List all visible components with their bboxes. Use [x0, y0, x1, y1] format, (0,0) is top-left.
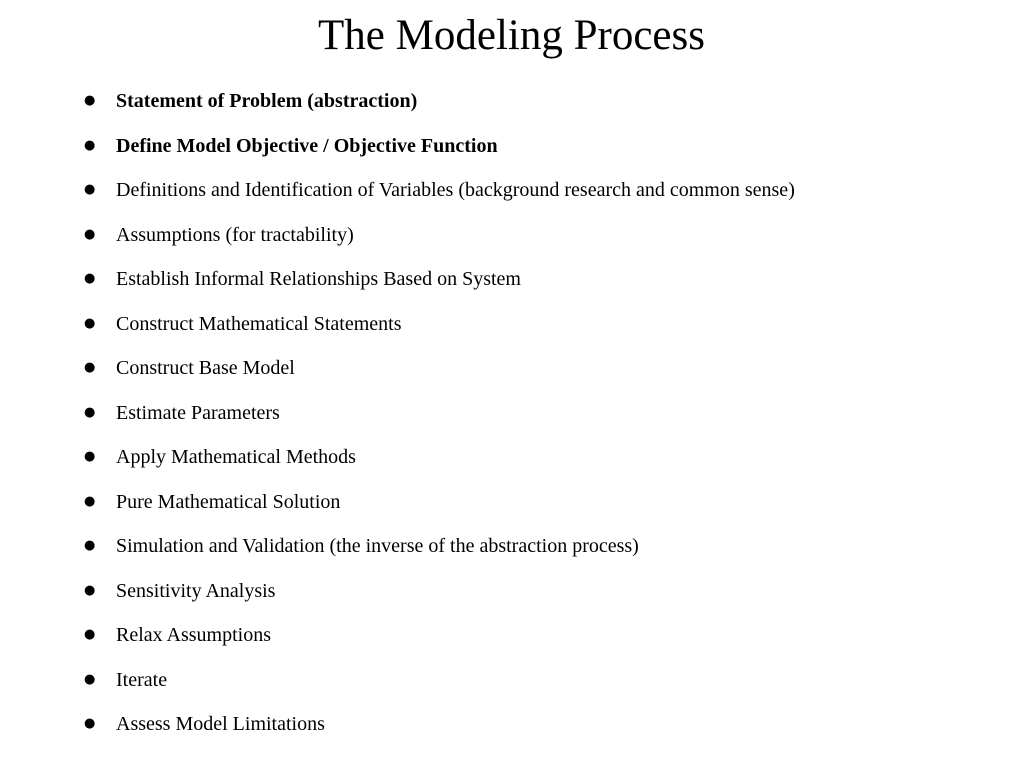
- bullet-item: [0, 124, 1023, 169]
- bullet-icon: ●: [84, 404, 96, 420]
- bullet-icon: ●: [84, 449, 96, 464]
- bullet-item: [0, 613, 1023, 658]
- bullet-text: Definitions and Identification of Variables (background research and common sense): [116, 179, 795, 201]
- bullet-item: [0, 435, 1023, 480]
- slide-title: The Modeling Process: [318, 12, 705, 59]
- bullet-item: [0, 257, 1023, 302]
- bullet-icon: ●: [84, 315, 96, 331]
- bullet-icon: ●: [84, 671, 96, 687]
- bullet-text: Construct Mathematical Statements: [116, 312, 402, 335]
- bullet-icon: ●: [84, 716, 96, 731]
- bullet-text: Define Model Objective / Objective Function: [116, 134, 498, 157]
- bullet-text: Apply Mathematical Methods: [116, 446, 356, 468]
- bullet-icon: ●: [84, 137, 96, 153]
- bullet-item: [0, 79, 1023, 124]
- bullet-text: Relax Assumptions: [116, 624, 272, 646]
- bullet-text: Statement of Problem (abstraction): [116, 90, 418, 112]
- bullet-icon: ●: [84, 582, 96, 598]
- bullet-item: [0, 480, 1023, 525]
- bullet-icon: ●: [84, 538, 96, 553]
- bullet-text: Establish Informal Relationships Based on System: [116, 268, 521, 290]
- bullet-text: Estimate Parameters: [116, 401, 280, 424]
- bullet-text: Assess Model Limitations: [116, 713, 325, 735]
- bullet-item: [0, 168, 1023, 213]
- bullet-icon: ●: [84, 271, 96, 286]
- bullet-text: Assumptions (for tractability): [116, 223, 354, 246]
- bullet-item: [0, 213, 1023, 258]
- bullet-icon: ●: [84, 93, 96, 108]
- bullet-item: [0, 302, 1023, 347]
- bullet-text: Construct Base Model: [116, 357, 295, 379]
- bullet-text: Simulation and Validation (the inverse of the abstraction process): [116, 535, 639, 557]
- bullet-icon: ●: [84, 360, 96, 375]
- bullet-list: [0, 79, 1023, 747]
- bullet-text: Sensitivity Analysis: [116, 579, 276, 602]
- bullet-icon: ●: [84, 226, 96, 242]
- bullet-text: Pure Mathematical Solution: [116, 490, 341, 513]
- bullet-item: [0, 391, 1023, 436]
- bullet-item: [0, 702, 1023, 747]
- bullet-icon: ●: [84, 493, 96, 509]
- bullet-item: [0, 569, 1023, 614]
- bullet-icon: ●: [84, 627, 96, 642]
- bullet-text: Iterate: [116, 668, 168, 691]
- bullet-item: [0, 346, 1023, 391]
- bullet-icon: ●: [84, 182, 96, 197]
- bullet-item: [0, 658, 1023, 703]
- bullet-item: [0, 524, 1023, 569]
